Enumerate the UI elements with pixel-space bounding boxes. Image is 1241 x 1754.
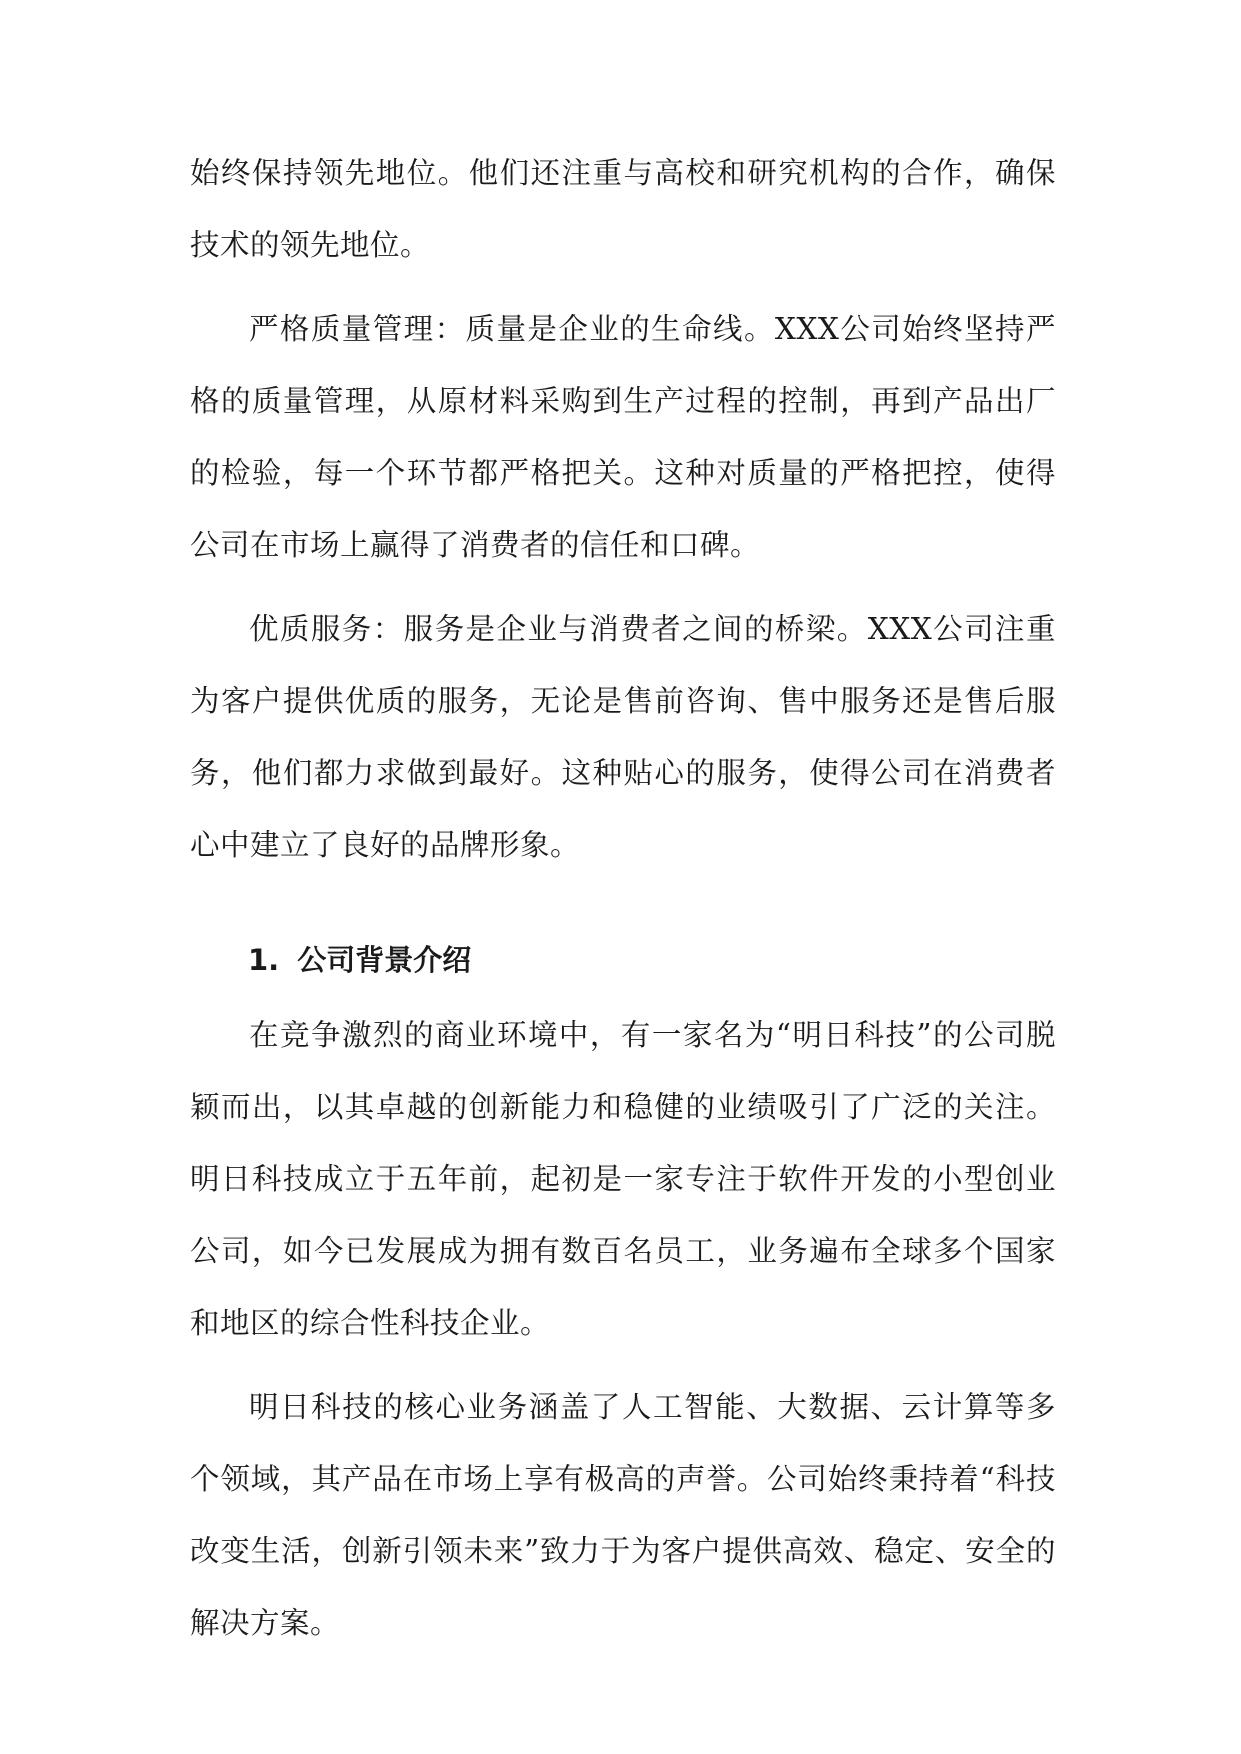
paragraph-core-business: 明日科技的核心业务涵盖了人工智能、大数据、云计算等多个领域，其产品在市场上享有极高的声誉。公司始终秉持着“科技改变生活，创新引领未来”致力于为客户提供高效、稳定、安全的解决方案。: [190, 1390, 1056, 1640]
paragraph-continuation: 始终保持领先地位。他们还注重与高校和研究机构的合作，确保技术的领先地位。: [190, 156, 1056, 262]
section-heading: [190, 929, 1056, 991]
paragraph-quality-service: 优质服务：服务是企业与消费者之间的桥梁。XXX公司注重为客户提供优质的服务，无论是售前咨询、售中服务还是售后服务，他们都力求做到最好。这种贴心的服务，使得公司在消费者心中建立了良好的品牌形象。: [190, 612, 1056, 862]
paragraph-quality-management: 严格质量管理：质量是企业的生命线。XXX公司始终坚持严格的质量管理，从原材料采购到生产过程的控制，再到产品出厂的检验，每一个环节都严格把关。这种对质量的严格把控，使得公司在市场上赢得了消费者的信任和口碑。: [190, 312, 1056, 562]
section-number: 1.: [248, 943, 280, 977]
paragraph-company-intro: 在竞争激烈的商业环境中，有一家名为“明日科技”的公司脱颖而出，以其卓越的创新能力和稳健的业绩吸引了广泛的关注。明日科技成立于五年前，起初是一家专注于软件开发的小型创业公司，如今已发展成为拥有数百名员工，业务遍布全球多个国家和地区的综合性科技企业。: [190, 1018, 1056, 1340]
section-title: 公司背景介绍: [297, 943, 472, 977]
document-body: [190, 137, 1056, 1671]
